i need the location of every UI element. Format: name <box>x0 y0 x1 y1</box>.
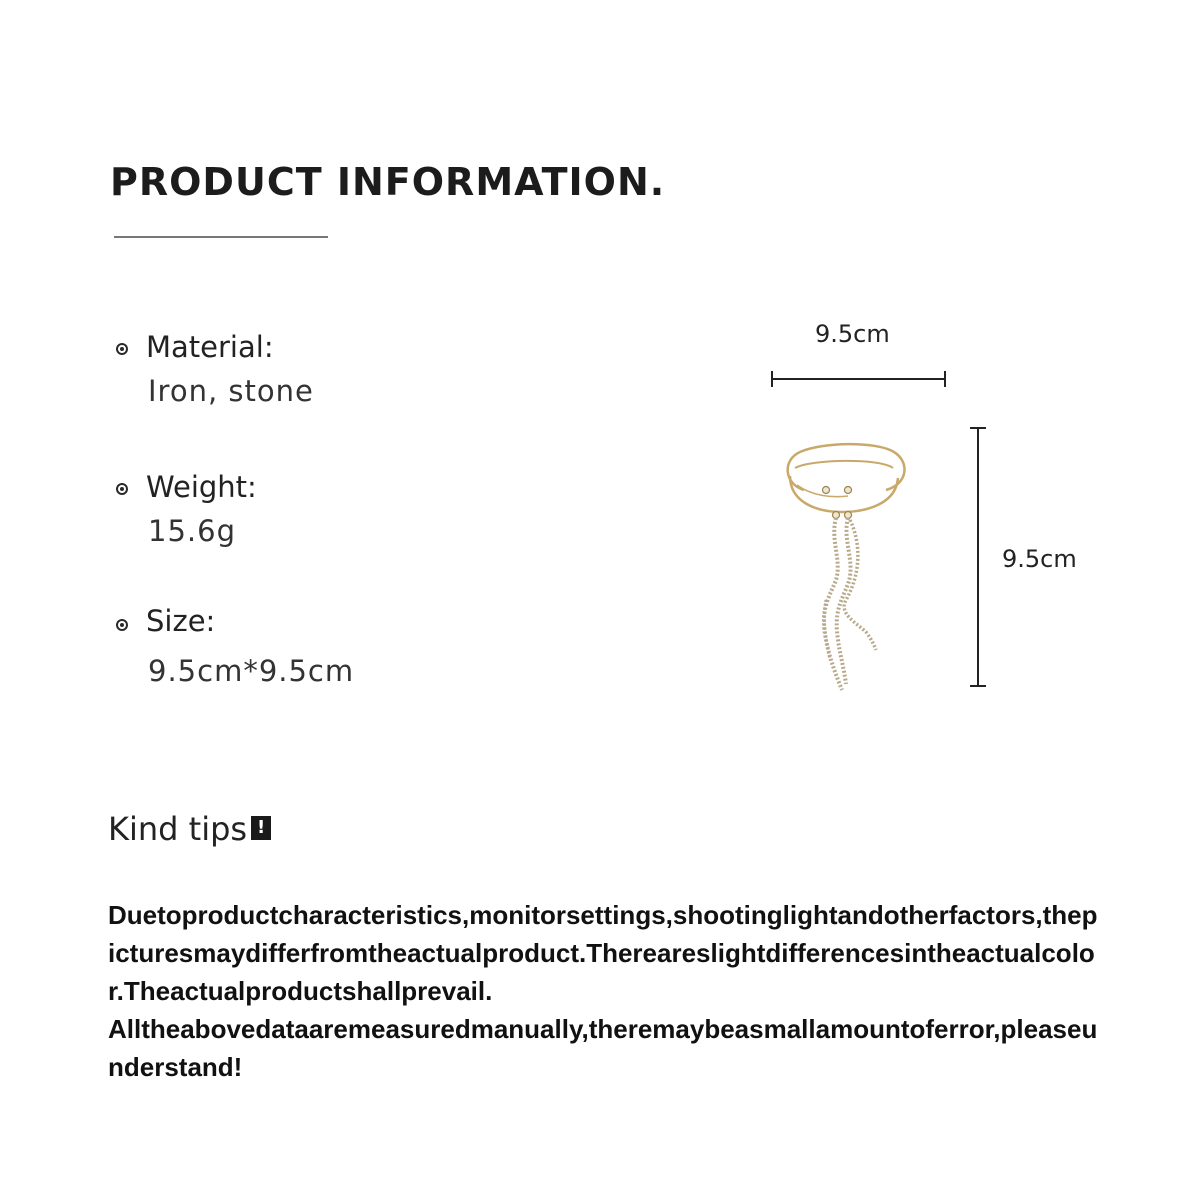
spec-size-label: Size: <box>146 604 216 638</box>
spec-material-value: Iron, stone <box>148 374 314 408</box>
spec-weight-value: 15.6g <box>148 514 236 548</box>
bracelet-illustration <box>788 444 905 690</box>
width-dimension-label: 9.5cm <box>815 320 890 348</box>
tips-body <box>108 896 1098 1086</box>
spec-size-value: 9.5cm*9.5cm <box>148 654 355 688</box>
tips-title-text: Kind tips <box>108 810 248 848</box>
tips-title <box>108 810 271 848</box>
height-dimension-label: 9.5cm <box>1002 545 1077 573</box>
exclamation-icon: ! <box>251 816 271 840</box>
width-dimension-line <box>772 371 945 387</box>
spec-weight-label: Weight: <box>146 470 257 504</box>
tips-paragraph: Alltheabovedataaremeasuredmanually,theremaybeasmallamountoferror,pleaseunderstand! <box>108 1014 1098 1082</box>
height-dimension-line <box>970 428 986 686</box>
tips-paragraph: Duetoproductcharacteristics,monitorsettings,shootinglightandotherfactors,thepicturesmaydifferfromtheactualproduct.Thereareslightdifferencesintheactualcolor.Theactualproductshallprevail. <box>108 900 1098 1006</box>
spec-material-label: Material: <box>146 330 274 364</box>
page-title: PRODUCT INFORMATION. <box>110 160 666 204</box>
